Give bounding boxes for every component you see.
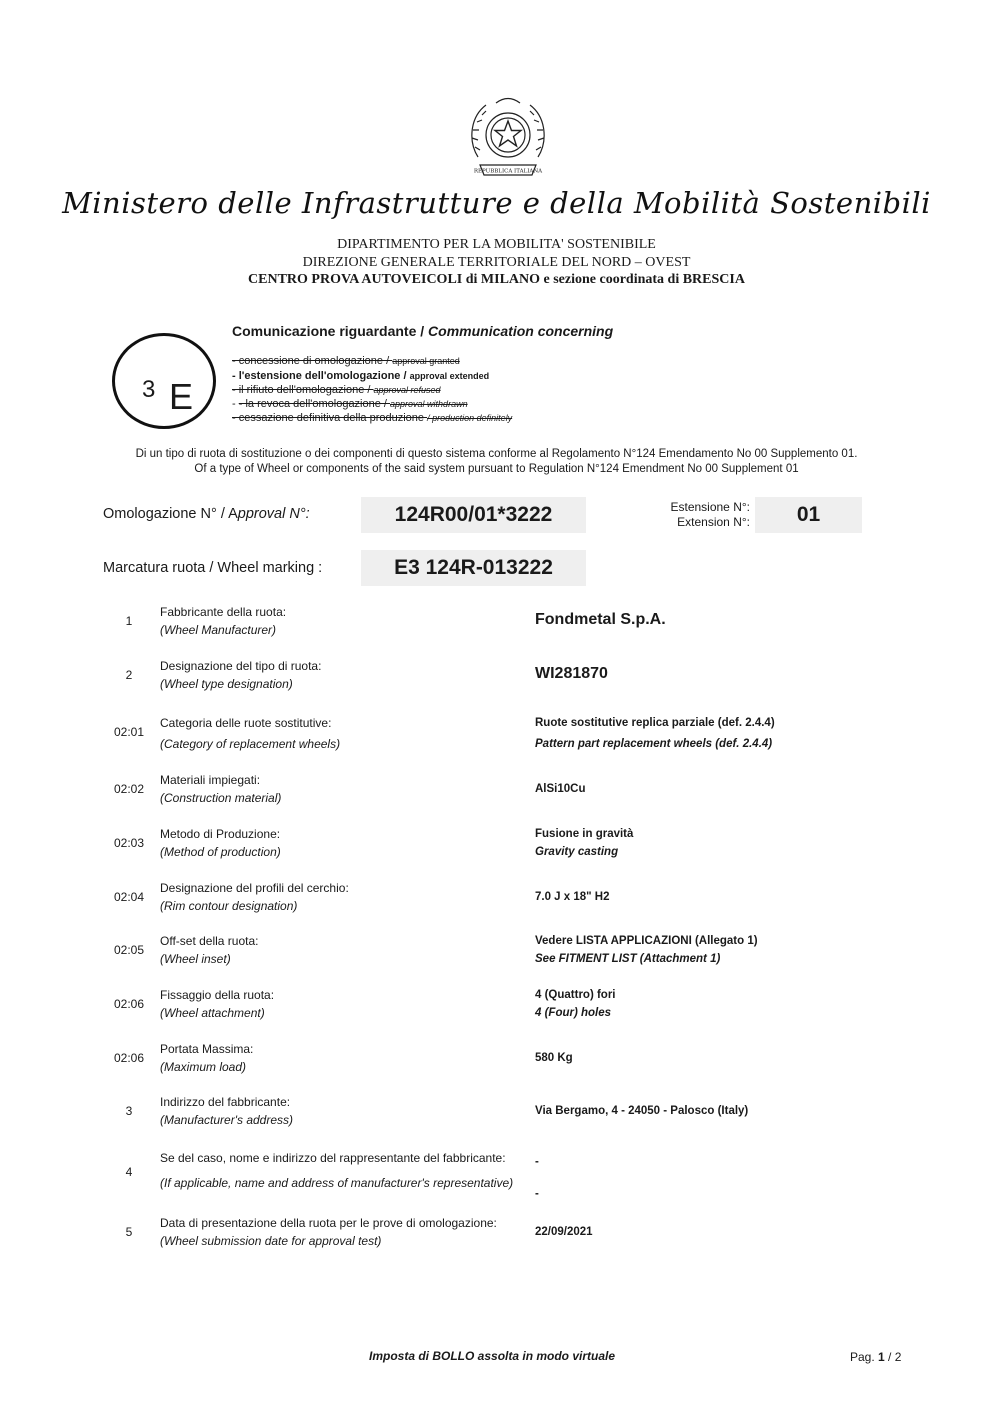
item-value: Fondmetal S.p.A.	[535, 611, 666, 628]
item-description: Materiali impiegati: (Construction material)	[160, 773, 282, 805]
page-number: Pag. 1 / 2	[850, 1350, 902, 1364]
item-number: 02:06	[113, 997, 145, 1011]
option-approval-refused: - il rifiuto dell'omologazione / approval refused	[232, 384, 441, 396]
department-line-2: DIREZIONE GENERALE TERRITORIALE DEL NORD – OVEST	[302, 255, 691, 270]
item-number: 02:01	[113, 725, 145, 739]
item-value: Via Bergamo, 4 - 24050 - Palosco (Italy)	[535, 1105, 749, 1117]
item-number: 2	[125, 668, 133, 682]
item-value: Ruote sostitutive replica parziale (def. 2.4.4) Pattern part replacement wheels (def. 2.4.4)	[535, 717, 775, 750]
item-description: Fabbricante della ruota: (Wheel Manufacturer)	[160, 605, 287, 637]
emblem-ribbon-text: REPUBBLICA ITALIANA	[473, 168, 543, 175]
item-description: Data di presentazione della ruota per le prove di omologazione: (Wheel submission date for approval test)	[160, 1216, 497, 1248]
item-value: Vedere LISTA APPLICAZIONI (Allegato 1) See FITMENT LIST (Attachment 1)	[535, 935, 758, 965]
department-line-1: DIPARTIMENTO PER LA MOBILITA' SOSTENIBILE	[337, 237, 656, 252]
item-number: 02:06	[113, 1051, 145, 1065]
item-description: Designazione del tipo di ruota: (Wheel type designation)	[160, 659, 322, 691]
item-description: Fissaggio della ruota: (Wheel attachment)	[160, 988, 275, 1020]
e-mark-circle	[112, 333, 216, 429]
item-number: 02:03	[113, 836, 145, 850]
option-approval-withdrawn: - - la revoca dell'omologazione / approval withdrawn	[232, 398, 468, 410]
item-value: 22/09/2021	[535, 1226, 593, 1238]
regulation-text-it: Di un tipo di ruota di sostituzione o dei componenti di questo sistema conforme al Regolamento N°124 Emendamento No 00 Supplemento 01.	[135, 448, 858, 460]
item-number: 1	[125, 614, 133, 628]
e-mark-number: 3	[142, 376, 156, 404]
republic-emblem-icon	[466, 95, 550, 185]
communication-title	[232, 323, 613, 339]
item-value: Fusione in gravità Gravity casting	[535, 828, 634, 858]
item-number: 02:05	[113, 943, 145, 957]
item-number: 4	[125, 1165, 133, 1179]
extension-label-it: Estensione N°:	[670, 500, 750, 514]
item-description: Indirizzo del fabbricante: (Manufacturer's address)	[160, 1095, 294, 1127]
item-number: 02:02	[113, 782, 145, 796]
ministry-title: Ministero delle Infrastrutture e della Mobilità Sostenibili	[62, 186, 931, 220]
item-description: Se del caso, nome e indirizzo del rappresentante del fabbricante: (If applicable, name and address of manufacturer's representative)	[160, 1151, 514, 1190]
extension-number: 01	[755, 497, 862, 533]
approval-number: 124R00/01*3222	[361, 497, 586, 533]
approval-label: Omologazione N° / Approval N°:	[103, 506, 310, 522]
item-value: 4 (Quattro) fori 4 (Four) holes	[535, 989, 616, 1019]
option-production-ceased: - cessazione definitiva della produzione / production definitely	[232, 412, 513, 424]
item-description: Designazione del profili del cerchio: (Rim contour designation)	[160, 881, 349, 913]
item-description: Metodo di Produzione: (Method of production)	[160, 827, 281, 859]
item-number: 02:04	[113, 890, 145, 904]
item-value: 580 Kg	[535, 1052, 573, 1064]
option-approval-extended: - l'estensione dell'omologazione / approval extended	[232, 370, 490, 382]
e-mark-letter: E	[169, 376, 194, 417]
item-description: Categoria delle ruote sostitutive: (Category of replacement wheels)	[160, 716, 341, 751]
wheel-marking-value: E3 124R-013222	[361, 550, 586, 586]
item-number: 5	[125, 1225, 133, 1239]
item-value: - -	[535, 1156, 539, 1200]
item-value: AlSi10Cu	[535, 783, 586, 795]
stamp-duty-note: Imposta di BOLLO assolta in modo virtuale	[369, 1349, 616, 1363]
extension-label-en: Extension N°:	[677, 515, 750, 529]
wheel-marking-label: Marcatura ruota / Wheel marking :	[103, 560, 323, 576]
communication-title-en: Communication concerning	[428, 323, 614, 339]
item-description: Off-set della ruota: (Wheel inset)	[160, 934, 259, 966]
department-line-3: CENTRO PROVA AUTOVEICOLI di MILANO e sezione coordinata di BRESCIA	[248, 272, 745, 287]
item-value: 7.0 J x 18" H2	[535, 891, 610, 903]
communication-title-it: Comunicazione riguardante /	[232, 323, 429, 339]
item-number: 3	[125, 1104, 133, 1118]
item-description: Portata Massima: (Maximum load)	[160, 1042, 254, 1074]
regulation-text-en: Of a type of Wheel or components of the said system pursuant to Regulation N°124 Emendment No 00 Supplement 01	[194, 463, 799, 475]
option-approval-granted: - concessione di omologazione / approval granted	[232, 355, 460, 367]
item-value: WI281870	[535, 665, 608, 682]
